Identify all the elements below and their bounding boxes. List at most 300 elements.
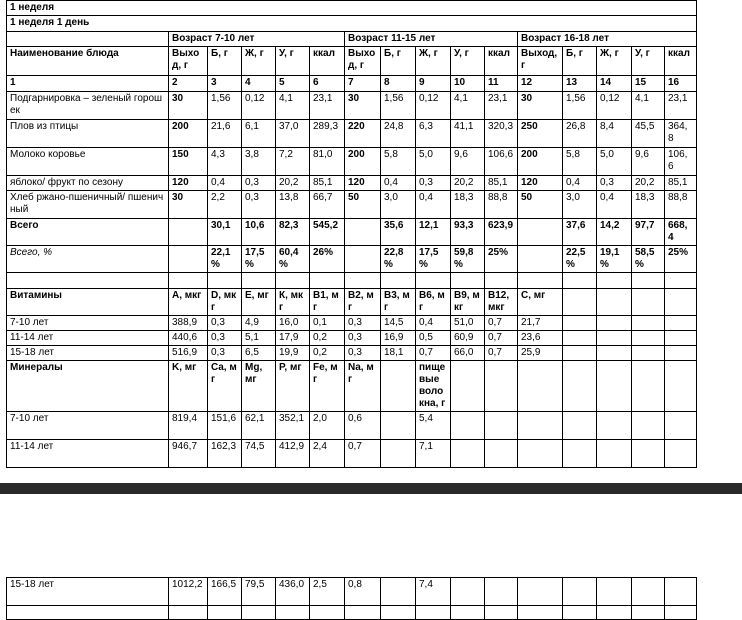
value-cell: 12,1	[416, 219, 451, 246]
value-cell: 7,1	[416, 440, 451, 468]
mineral-row	[7, 440, 697, 468]
value-cell: Fe, мг	[310, 361, 345, 412]
value-cell: 0,3	[345, 346, 381, 361]
value-cell: 106,6	[665, 148, 697, 176]
empty-cell	[518, 606, 563, 620]
value-cell: У, г	[451, 47, 485, 76]
empty-cell	[310, 273, 345, 289]
value-cell	[563, 361, 597, 412]
value-cell: 30	[518, 92, 563, 120]
value-cell: 0,3	[416, 176, 451, 191]
empty-cell	[276, 273, 310, 289]
value-cell: 18,3	[451, 191, 485, 219]
empty-cell	[665, 273, 697, 289]
value-cell: 352,1	[276, 412, 310, 440]
value-cell: Выход, г	[169, 47, 208, 76]
value-cell	[665, 412, 697, 440]
empty-cell	[169, 606, 208, 620]
value-cell: Б, г	[381, 47, 416, 76]
value-cell: 3,0	[381, 191, 416, 219]
value-cell: 0,8	[345, 578, 381, 606]
value-cell: 0,3	[242, 191, 276, 219]
empty-cell	[632, 606, 665, 620]
value-cell: 0,4	[381, 176, 416, 191]
value-cell: 25,9	[518, 346, 563, 361]
value-cell: 0,6	[345, 412, 381, 440]
row-label: Наименование блюда	[7, 47, 169, 76]
empty-cell	[345, 273, 381, 289]
dish-row	[7, 148, 697, 176]
value-cell: 120	[169, 176, 208, 191]
value-cell: 1,56	[208, 92, 242, 120]
value-cell: Mg, мг	[242, 361, 276, 412]
value-cell: В1, мг	[310, 289, 345, 316]
value-cell: Ж, г	[416, 47, 451, 76]
value-cell	[485, 361, 518, 412]
value-cell: 9,6	[632, 148, 665, 176]
value-cell: 45,5	[632, 120, 665, 148]
row-label: Всего, %	[7, 246, 169, 273]
value-cell	[451, 412, 485, 440]
minerals-continuation-table	[6, 577, 697, 620]
value-cell	[485, 440, 518, 468]
value-cell: 16	[665, 76, 697, 92]
row-label: яблоко/ фрукт по сезону	[7, 176, 169, 191]
empty-cell	[665, 606, 697, 620]
value-cell: 819,4	[169, 412, 208, 440]
value-cell: 24,8	[381, 120, 416, 148]
value-cell: 16,0	[276, 316, 310, 331]
value-cell	[632, 440, 665, 468]
vitamin-row	[7, 316, 697, 331]
value-cell: 23,1	[310, 92, 345, 120]
empty-cell	[416, 273, 451, 289]
value-cell	[345, 246, 381, 273]
value-cell: 946,7	[169, 440, 208, 468]
value-cell	[345, 219, 381, 246]
value-cell	[563, 578, 597, 606]
value-cell	[597, 412, 632, 440]
vitamin-row	[7, 331, 697, 346]
value-cell: 3,0	[563, 191, 597, 219]
value-cell: А, мкг	[169, 289, 208, 316]
value-cell	[485, 412, 518, 440]
value-cell: 7	[345, 76, 381, 92]
value-cell: 0,3	[242, 176, 276, 191]
value-cell: 62,1	[242, 412, 276, 440]
row-label: Витамины	[7, 289, 169, 316]
value-cell: 150	[169, 148, 208, 176]
vitamin-row	[7, 346, 697, 361]
value-cell: 37,0	[276, 120, 310, 148]
value-cell: Ca, мг	[208, 361, 242, 412]
value-cell	[665, 578, 697, 606]
value-cell: 1,56	[563, 92, 597, 120]
empty-cell	[597, 606, 632, 620]
value-cell: 4,1	[451, 92, 485, 120]
value-cell: 0,3	[345, 331, 381, 346]
value-cell: 5	[276, 76, 310, 92]
value-cell: 25%	[665, 246, 697, 273]
value-cell: 26%	[310, 246, 345, 273]
value-cell: Ж, г	[597, 47, 632, 76]
value-cell: 2,5	[310, 578, 345, 606]
row-label: Хлеб ржано-пшеничный/ пшеничный	[7, 191, 169, 219]
empty-cell	[310, 606, 345, 620]
value-cell: 0,7	[345, 440, 381, 468]
value-cell: 4	[242, 76, 276, 92]
value-cell: 60,4 %	[276, 246, 310, 273]
value-cell	[169, 246, 208, 273]
week-row	[7, 1, 697, 16]
value-cell	[665, 361, 697, 412]
value-cell	[597, 361, 632, 412]
value-cell	[518, 578, 563, 606]
value-cell: 35,6	[381, 219, 416, 246]
age-group-row	[7, 32, 697, 47]
value-cell: 9	[416, 76, 451, 92]
value-cell: 200	[518, 148, 563, 176]
empty-cell	[451, 606, 485, 620]
value-cell	[518, 361, 563, 412]
value-cell: 93,3	[451, 219, 485, 246]
empty-row	[7, 606, 697, 620]
value-cell: 25%	[485, 246, 518, 273]
vitamins-header-row	[7, 289, 697, 316]
value-cell: 50	[345, 191, 381, 219]
value-cell: 0,3	[208, 331, 242, 346]
value-cell: 14	[597, 76, 632, 92]
value-cell: Выход, г	[345, 47, 381, 76]
empty-cell	[381, 273, 416, 289]
row-label: Минералы	[7, 361, 169, 412]
value-cell	[597, 316, 632, 331]
value-cell: 200	[345, 148, 381, 176]
value-cell: 85,1	[310, 176, 345, 191]
value-cell: 19,1 %	[597, 246, 632, 273]
value-cell: ккал	[310, 47, 345, 76]
value-cell	[632, 289, 665, 316]
value-cell: 30	[169, 191, 208, 219]
menu-nutrition-table	[6, 0, 697, 468]
value-cell	[485, 578, 518, 606]
value-cell: 18,1	[381, 346, 416, 361]
value-cell: В2, мг	[345, 289, 381, 316]
value-cell: 88,8	[665, 191, 697, 219]
value-cell: 51,0	[451, 316, 485, 331]
value-cell: 8	[381, 76, 416, 92]
value-cell: 0,4	[208, 176, 242, 191]
value-cell: 60,9	[451, 331, 485, 346]
page-break-bar	[0, 483, 742, 494]
value-cell: 2	[169, 76, 208, 92]
empty-cell	[485, 273, 518, 289]
dish-row	[7, 120, 697, 148]
value-cell: 4,1	[276, 92, 310, 120]
value-cell: 5,0	[416, 148, 451, 176]
column-number-row	[7, 76, 697, 92]
row-label: 11-14 лет	[7, 440, 169, 468]
value-cell: 364,8	[665, 120, 697, 148]
dish-row	[7, 92, 697, 120]
value-cell: 58,5 %	[632, 246, 665, 273]
value-cell: 0,4	[416, 316, 451, 331]
empty-cell	[416, 606, 451, 620]
value-cell: 9,6	[451, 148, 485, 176]
value-cell	[665, 289, 697, 316]
empty-cell	[563, 273, 597, 289]
age-group-header: Возраст 16-18 лет	[518, 32, 697, 47]
value-cell	[632, 331, 665, 346]
value-cell: 200	[169, 120, 208, 148]
value-cell: Выход, г	[518, 47, 563, 76]
value-cell: В6, мг	[416, 289, 451, 316]
row-label: Плов из птицы	[7, 120, 169, 148]
value-cell: 0,7	[485, 346, 518, 361]
value-cell: 0,12	[242, 92, 276, 120]
value-cell: 0,3	[208, 316, 242, 331]
empty-cell	[208, 273, 242, 289]
empty-cell	[451, 273, 485, 289]
value-cell: 0,7	[485, 331, 518, 346]
value-cell: 320,3	[485, 120, 518, 148]
value-cell: В3, мг	[381, 289, 416, 316]
value-cell: 14,5	[381, 316, 416, 331]
empty-cell	[597, 273, 632, 289]
value-cell: 20,2	[632, 176, 665, 191]
value-cell: 0,7	[485, 316, 518, 331]
value-cell: 7,4	[416, 578, 451, 606]
empty-row	[7, 273, 697, 289]
empty-cell	[276, 606, 310, 620]
value-cell: ккал	[665, 47, 697, 76]
value-cell: 11	[485, 76, 518, 92]
value-cell: 623,9	[485, 219, 518, 246]
value-cell	[381, 412, 416, 440]
value-cell: У, г	[632, 47, 665, 76]
value-cell: 14,2	[597, 219, 632, 246]
value-cell: 2,4	[310, 440, 345, 468]
value-cell	[518, 219, 563, 246]
value-cell: Ж, г	[242, 47, 276, 76]
value-cell	[665, 440, 697, 468]
value-cell: 85,1	[485, 176, 518, 191]
value-cell: P, мг	[276, 361, 310, 412]
value-cell: Б, г	[208, 47, 242, 76]
value-cell: 10,6	[242, 219, 276, 246]
value-cell	[665, 316, 697, 331]
value-cell: 5,1	[242, 331, 276, 346]
value-cell: 13,8	[276, 191, 310, 219]
week-label: 1 неделя	[7, 1, 697, 16]
value-cell: 0,3	[597, 176, 632, 191]
value-cell: 22,8 %	[381, 246, 416, 273]
value-cell	[381, 361, 416, 412]
value-cell: У, г	[276, 47, 310, 76]
empty-cell	[7, 273, 169, 289]
value-cell	[632, 578, 665, 606]
mineral-row	[7, 412, 697, 440]
value-cell: 17,5 %	[416, 246, 451, 273]
value-cell: 22,5 %	[563, 246, 597, 273]
age-group-header: Возраст 11-15 лет	[345, 32, 518, 47]
value-cell	[381, 440, 416, 468]
value-cell	[169, 219, 208, 246]
value-cell	[563, 289, 597, 316]
value-cell: 97,7	[632, 219, 665, 246]
value-cell: 2,0	[310, 412, 345, 440]
value-cell: 166,5	[208, 578, 242, 606]
value-cell: 2,2	[208, 191, 242, 219]
value-cell: 74,5	[242, 440, 276, 468]
value-cell: 151,6	[208, 412, 242, 440]
value-cell: 440,6	[169, 331, 208, 346]
value-cell: 10	[451, 76, 485, 92]
empty-cell	[485, 606, 518, 620]
value-cell: 17,5 %	[242, 246, 276, 273]
value-cell	[518, 440, 563, 468]
value-cell: пищевые волокна, г	[416, 361, 451, 412]
value-cell: 16,9	[381, 331, 416, 346]
value-cell: 0,1	[310, 316, 345, 331]
row-label: 1	[7, 76, 169, 92]
total-row	[7, 219, 697, 246]
value-cell	[518, 246, 563, 273]
value-cell: 5,4	[416, 412, 451, 440]
value-cell: 7,2	[276, 148, 310, 176]
value-cell: 66,0	[451, 346, 485, 361]
value-cell: 668,4	[665, 219, 697, 246]
value-cell: 545,2	[310, 219, 345, 246]
value-cell	[632, 346, 665, 361]
value-cell: 20,2	[451, 176, 485, 191]
value-cell: 23,6	[518, 331, 563, 346]
dish-row	[7, 176, 697, 191]
value-cell: 4,1	[632, 92, 665, 120]
age-group-header: Возраст 7-10 лет	[169, 32, 345, 47]
value-cell: 81,0	[310, 148, 345, 176]
empty-cell	[208, 606, 242, 620]
value-cell: К, мкг	[276, 289, 310, 316]
value-cell: 0,3	[208, 346, 242, 361]
empty-cell	[242, 606, 276, 620]
value-cell: 1012,2	[169, 578, 208, 606]
value-cell: 1,56	[381, 92, 416, 120]
value-cell	[451, 440, 485, 468]
minerals-header-row	[7, 361, 697, 412]
value-cell: 6,5	[242, 346, 276, 361]
value-cell: 412,9	[276, 440, 310, 468]
value-cell: 19,9	[276, 346, 310, 361]
value-cell	[632, 412, 665, 440]
value-cell	[381, 578, 416, 606]
value-cell: 0,12	[597, 92, 632, 120]
menu-header-row	[7, 47, 697, 76]
value-cell	[597, 289, 632, 316]
value-cell: Е, мг	[242, 289, 276, 316]
value-cell: 59,8 %	[451, 246, 485, 273]
value-cell: 436,0	[276, 578, 310, 606]
empty-cell	[518, 273, 563, 289]
value-cell: K, мг	[169, 361, 208, 412]
row-label: 15-18 лет	[7, 578, 169, 606]
empty-cell	[345, 606, 381, 620]
value-cell: 220	[345, 120, 381, 148]
value-cell: 0,3	[345, 316, 381, 331]
value-cell: Б, г	[563, 47, 597, 76]
empty-cell	[381, 606, 416, 620]
value-cell: 6,3	[416, 120, 451, 148]
value-cell: 0,2	[310, 346, 345, 361]
value-cell: 23,1	[665, 92, 697, 120]
value-cell: 88,8	[485, 191, 518, 219]
empty-cell	[242, 273, 276, 289]
value-cell: 5,8	[563, 148, 597, 176]
value-cell	[451, 578, 485, 606]
day-row	[7, 16, 697, 32]
value-cell: 516,9	[169, 346, 208, 361]
value-cell: 17,9	[276, 331, 310, 346]
value-cell	[563, 316, 597, 331]
value-cell	[451, 361, 485, 412]
value-cell: В9, мкг	[451, 289, 485, 316]
value-cell: 85,1	[665, 176, 697, 191]
value-cell	[597, 331, 632, 346]
value-cell: 15	[632, 76, 665, 92]
value-cell: С, мг	[518, 289, 563, 316]
value-cell	[632, 361, 665, 412]
value-cell	[665, 346, 697, 361]
value-cell	[563, 346, 597, 361]
value-cell: 250	[518, 120, 563, 148]
row-label: 15-18 лет	[7, 346, 169, 361]
value-cell: 0,7	[416, 346, 451, 361]
row-label: Подгарнировка – зеленый горошек	[7, 92, 169, 120]
value-cell: 13	[563, 76, 597, 92]
value-cell: 4,3	[208, 148, 242, 176]
row-label: 11-14 лет	[7, 331, 169, 346]
value-cell: 162,3	[208, 440, 242, 468]
value-cell: 106,6	[485, 148, 518, 176]
row-label: 7-10 лет	[7, 412, 169, 440]
value-cell: 18,3	[632, 191, 665, 219]
value-cell: 120	[345, 176, 381, 191]
value-cell: 0,5	[416, 331, 451, 346]
value-cell: 79,5	[242, 578, 276, 606]
value-cell	[563, 331, 597, 346]
value-cell: 3	[208, 76, 242, 92]
value-cell: В12, мкг	[485, 289, 518, 316]
value-cell: 41,1	[451, 120, 485, 148]
value-cell: 0,4	[416, 191, 451, 219]
value-cell: 20,2	[276, 176, 310, 191]
value-cell	[563, 440, 597, 468]
value-cell: 0,4	[597, 191, 632, 219]
value-cell: ккал	[485, 47, 518, 76]
value-cell: 4,9	[242, 316, 276, 331]
row-label: Молоко коровье	[7, 148, 169, 176]
value-cell: D, мкг	[208, 289, 242, 316]
value-cell: 50	[518, 191, 563, 219]
value-cell: 0,12	[416, 92, 451, 120]
empty-cell	[7, 606, 169, 620]
value-cell: Na, мг	[345, 361, 381, 412]
value-cell: 388,9	[169, 316, 208, 331]
value-cell: 6,1	[242, 120, 276, 148]
value-cell: 30	[345, 92, 381, 120]
day-label: 1 неделя 1 день	[7, 16, 697, 32]
dish-row	[7, 191, 697, 219]
